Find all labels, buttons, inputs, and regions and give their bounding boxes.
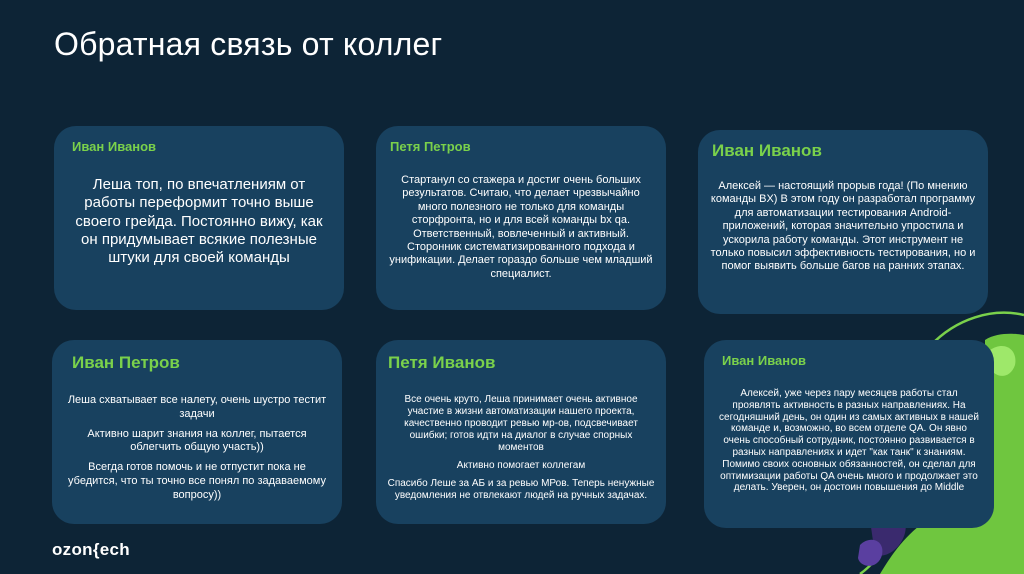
feedback-text bbox=[386, 394, 656, 508]
feedback-card bbox=[698, 130, 988, 314]
feedback-paragraph: Спасибо Леше за АБ и за ревью МРов. Теперь ненужные уведомления не отвлекают людей на ручных задачах. bbox=[387, 478, 655, 501]
feedback-card bbox=[704, 340, 994, 528]
feedback-paragraph: Стартанул со стажера и достиг очень больших результатов. Считаю, что делает чрезвычайно много полезного не только для команды сторфронта, но и для всей команды bx qa. Ответственный, вовлеченный и активный. Сторонник систематизированного подхода и унификации. Делает гораздо больше чем младший специалист. bbox=[389, 174, 653, 280]
feedback-text bbox=[66, 176, 332, 273]
feedback-paragraph: Активно шарит знания на коллег, пытается облегчить общую участь)) bbox=[87, 427, 307, 454]
feedback-card bbox=[376, 340, 666, 524]
colleague-name: Иван Иванов bbox=[722, 353, 807, 368]
colleague-name: Петя Петров bbox=[390, 139, 471, 154]
feedback-paragraph: Все очень круто, Леша принимает очень активное участие в жизни автоматизации нашего проекта, качественно проводит ревью мр-ов, подсвечивает ошибки; готов идти на диалог в случае спорных моментов bbox=[404, 394, 638, 453]
feedback-text bbox=[718, 388, 980, 500]
ozon-tech-logo: ozon{ech bbox=[52, 540, 130, 559]
feedback-text bbox=[710, 180, 976, 280]
feedback-card bbox=[376, 126, 666, 310]
feedback-card bbox=[54, 126, 344, 310]
feedback-paragraph: Алексей, уже через пару месяцев работы стал проявлять активность в разных направлениях. На сегодняшний день, он один из самых активных в нашей команде и, возможно, во всем отделе QA. Он явно очень способный сотрудник, постоянно развивается в разных направлениях и идет "как танк" к знаниям. Помимо своих основных обязанностей, он сделал для оптимизации работы QA очень много и продолжает это делать. Уверен, он достоин повышения до Middle bbox=[719, 388, 979, 494]
feedback-paragraph: Всегда готов помочь и не отпустит пока не убедится, что ты точно все понял по задаваемому вопросу)) bbox=[68, 461, 326, 501]
feedback-paragraph: Леша топ, по впечатлениям от работы переформит точно выше своего грейда. Постоянно вижу, как он придумывает всякие полезные штуки для своей команды bbox=[75, 176, 323, 267]
feedback-card bbox=[52, 340, 342, 524]
feedback-text bbox=[64, 394, 330, 508]
feedback-text bbox=[388, 174, 654, 287]
feedback-paragraph: Леша схватывает все налету, очень шустро тестит задачи bbox=[67, 394, 327, 420]
colleague-name: Иван Иванов bbox=[72, 139, 157, 154]
colleague-name: Иван Петров bbox=[72, 353, 180, 372]
colleague-name: Петя Иванов bbox=[388, 353, 496, 372]
slide-title: Обратная связь от коллег bbox=[54, 26, 443, 62]
colleague-name: Иван Иванов bbox=[712, 141, 822, 160]
feedback-paragraph: Активно помогает коллегам bbox=[456, 460, 586, 471]
feedback-paragraph: Алексей — настоящий прорыв года! (По мнению команды BX) В этом году он разработал программу для автоматизации тестирования Android-приложений, которая значительно упростила и ускорила работу команды. Этот инструмент не только повысил эффективность тестирования, но и помог выявить больше багов на ранних этапах. bbox=[710, 180, 976, 273]
